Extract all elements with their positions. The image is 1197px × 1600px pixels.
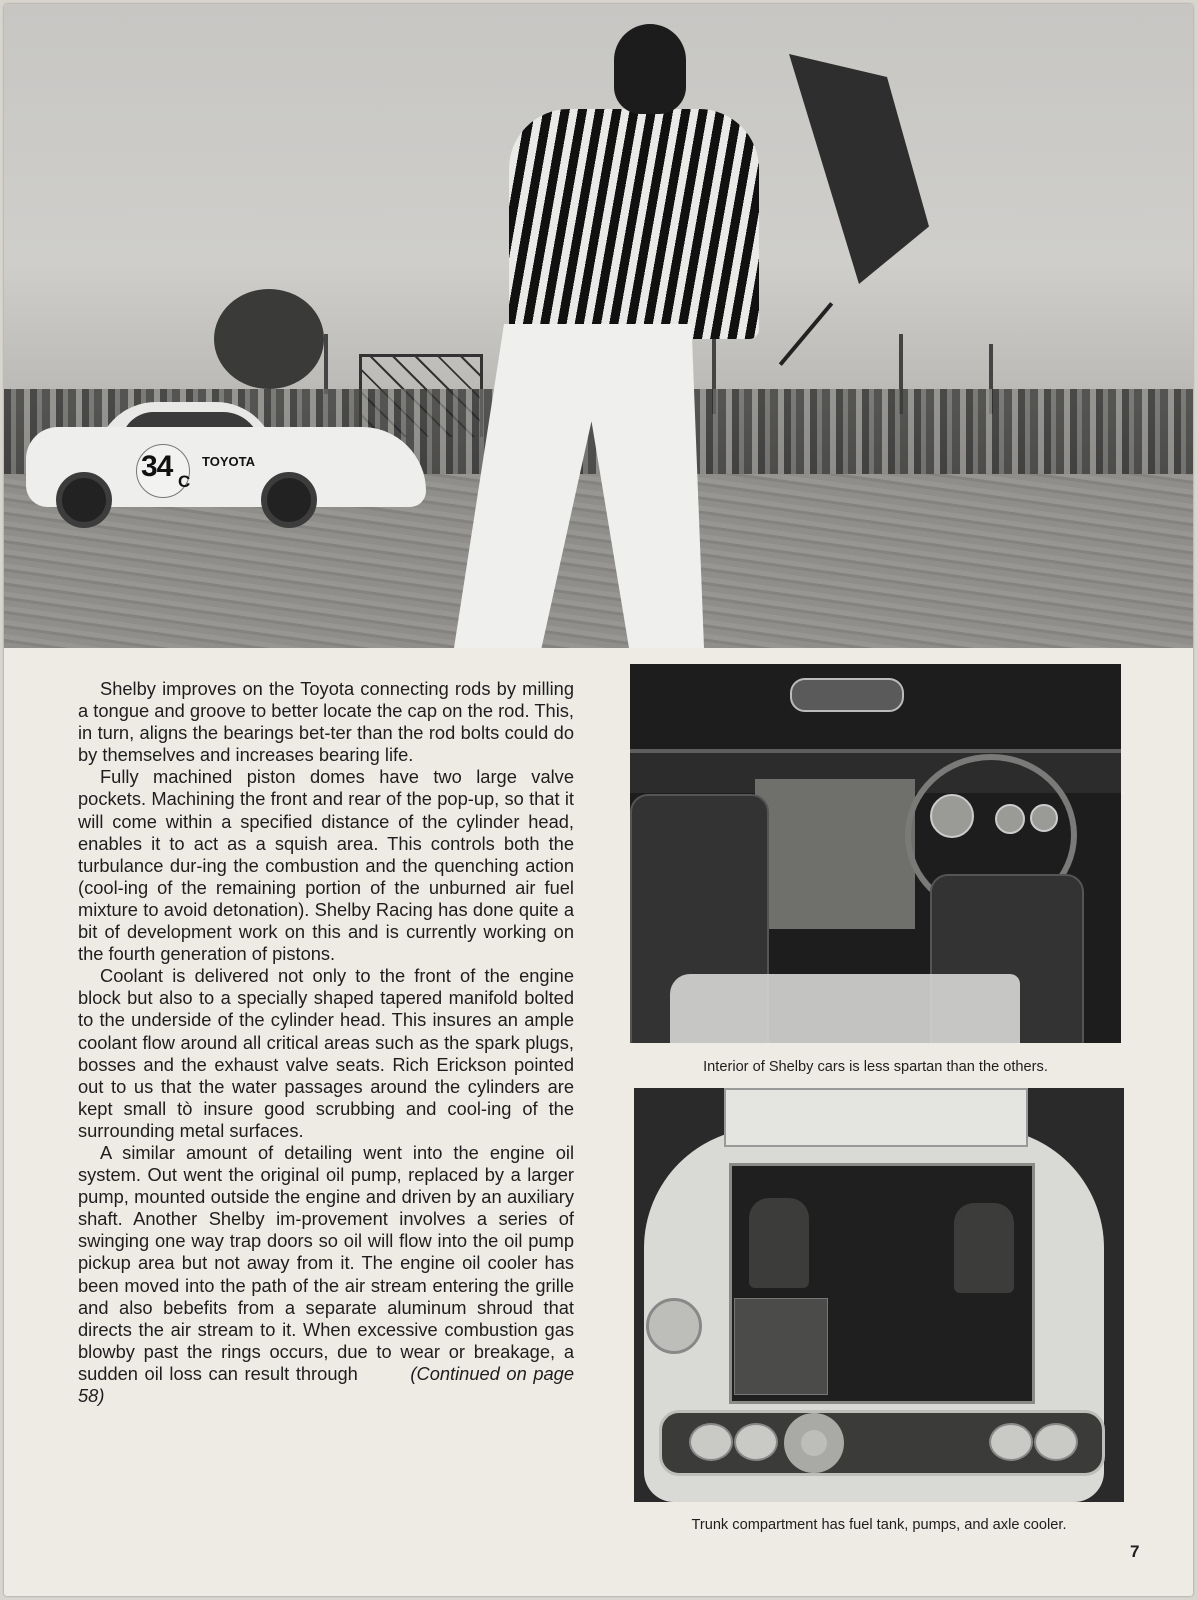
trunk-photo [634, 1088, 1124, 1502]
car-class: C [178, 472, 191, 491]
magazine-page [4, 4, 1193, 1596]
paragraph: Shelby improves on the Toyota connecting rods by milling a tongue and groove to better locate the cap on the rod. This, in turn, aligns the bearings bet-ter than the rod bolts could do by themselves and increases bearing life. [78, 678, 574, 766]
car-brand: TOYOTA [202, 454, 255, 469]
trunk-lid [724, 1088, 1028, 1147]
flower-decal [784, 1413, 844, 1473]
car-wheel [261, 472, 317, 528]
trunk-caption: Trunk compartment has fuel tank, pumps, and axle cooler. [691, 1517, 1067, 1533]
tail-lamp [734, 1423, 778, 1461]
striped-shirt [509, 109, 759, 339]
gauge [930, 794, 974, 838]
continued-link[interactable]: (Continued on page 58) [78, 1362, 574, 1406]
car-number: 34 [141, 450, 173, 483]
hero-photo-race-flagman [4, 4, 1193, 648]
flagman [444, 24, 864, 648]
paragraph: A similar amount of detailing went into the engine oil system. Out went the original oil pump, replaced by a larger pump, mounted outside the engine and driven by an auxiliary shaft. Another Shelby im-provement involves a series of swinging one way trap doors so oil will flow into the oil pump pickup area but not away from it. The engine oil cooler has been moved into the path of the air stream entering the grille and also bebefits from a separate aluminum shroud that directs the air stream to it. When excessive combustion gas blowby past the rings occurs, due to wear or breakage, a sudden oil loss can result through (Continued on page 58) [78, 1141, 574, 1406]
battery [734, 1298, 828, 1395]
race-car [26, 402, 426, 527]
tail-lamp [989, 1423, 1033, 1461]
fuel-cap [646, 1298, 702, 1354]
car-wheel [56, 472, 112, 528]
rearview-mirror [790, 678, 904, 712]
interior-caption: Interior of Shelby cars is less spartan than the others. [703, 1059, 1048, 1075]
pole [324, 334, 328, 394]
fuel-tank [749, 1198, 809, 1288]
tail-lamp [689, 1423, 733, 1461]
tail-lamp [1034, 1423, 1078, 1461]
white-pants [454, 324, 704, 648]
page-number: 7 [1130, 1542, 1140, 1561]
flag [789, 54, 929, 284]
tree [214, 289, 324, 389]
interior-photo [630, 664, 1121, 1043]
article-body [78, 678, 574, 1407]
paragraph: Coolant is delivered not only to the front of the engine block but also to a specially shaped tapered manifold bolted to the underside of the cylinder head. This insures an ample coolant flow around all critical areas such as the spark plugs, bosses and the exhaust valve seats. Rich Erickson pointed out to us that the water passages around the cylinders are kept small tò insure good scrubbing and cool-ing of the surrounding metal surfaces. [78, 965, 574, 1141]
fuel-tank [954, 1203, 1014, 1293]
paragraph: Fully machined piston domes have two large valve pockets. Machining the front and rear of the pop-up, so that it will come within a specified distance of the cylinder head, enables it to act as a squish area. This controls both the turbulance dur-ing the combustion and the quenching action (cool-ing of the remaining portion of the unburned air fuel mixture to avoid detonation). Shelby Racing has done quite a bit of development work on this and is currently working on the fourth generation of pistons. [78, 766, 574, 965]
gauge [1030, 804, 1058, 832]
gauge [995, 804, 1025, 834]
